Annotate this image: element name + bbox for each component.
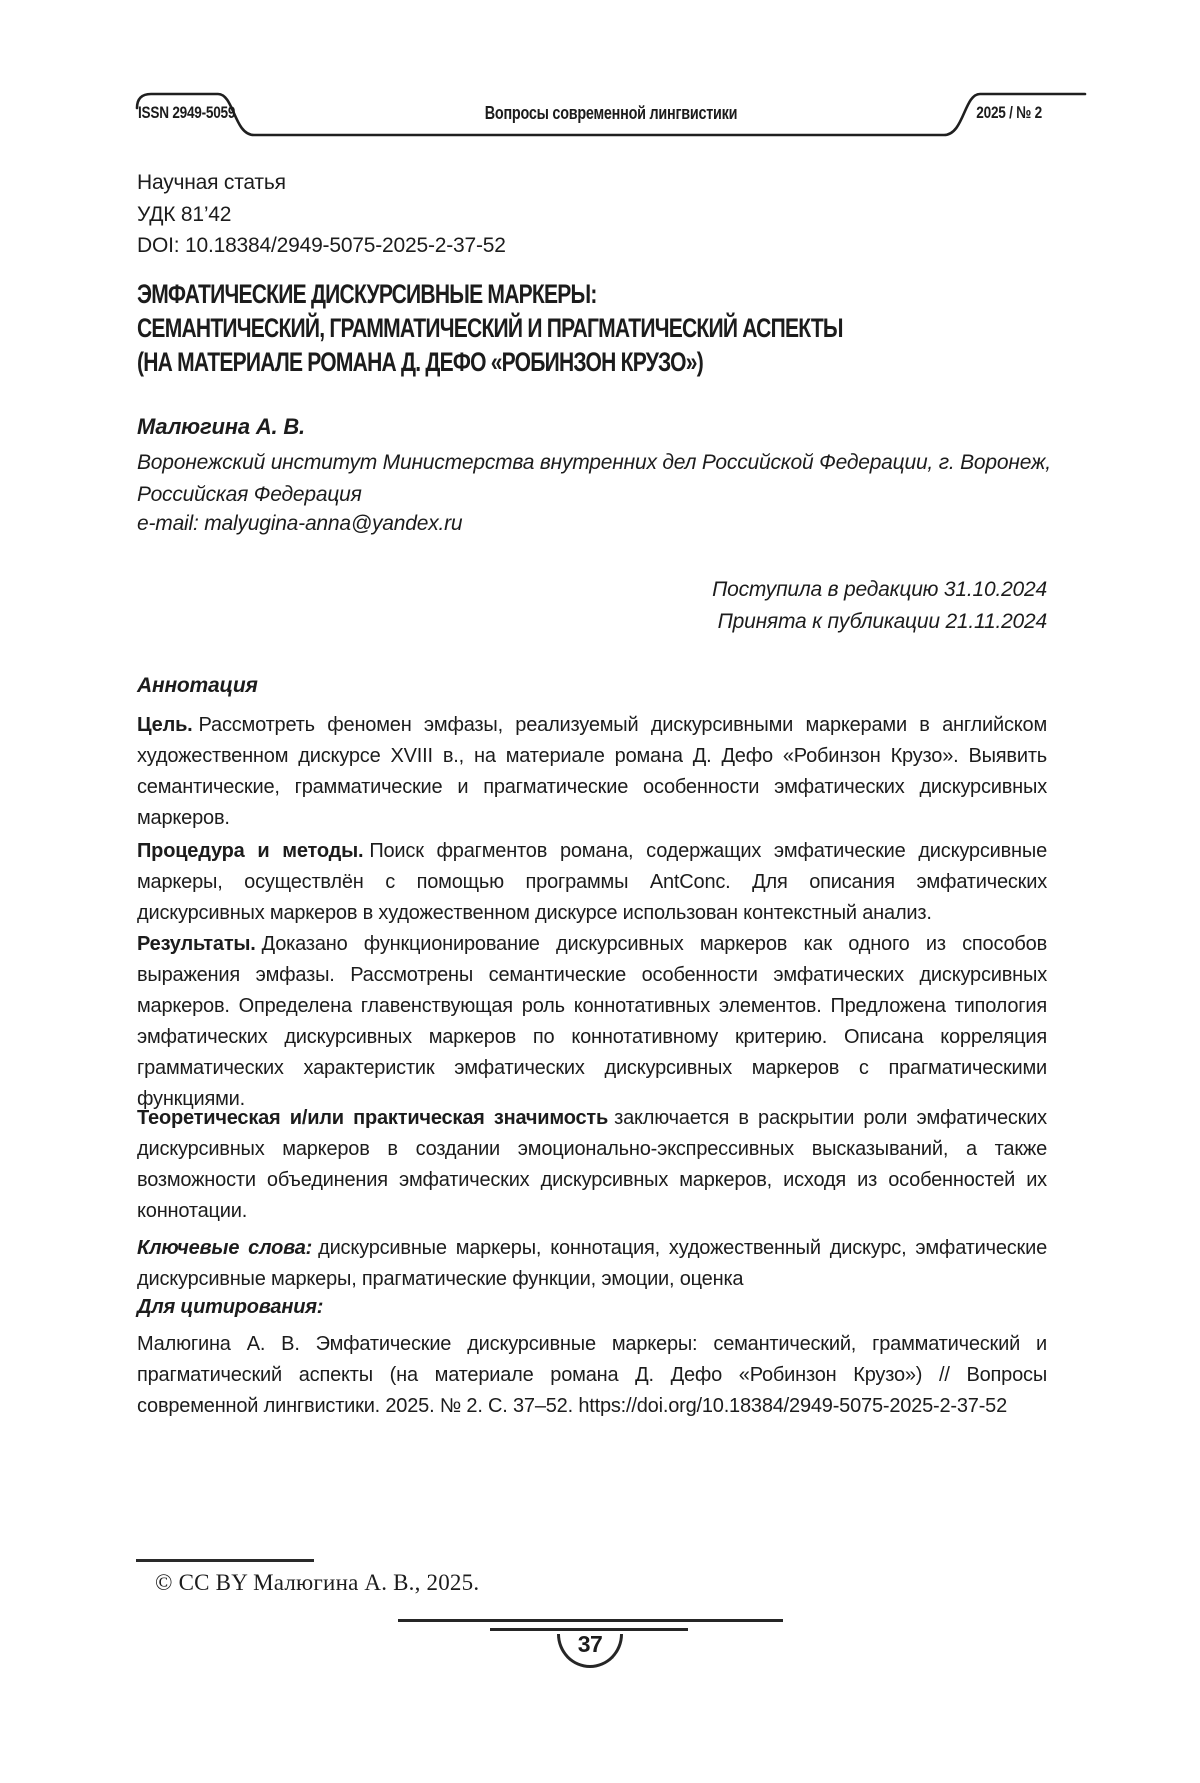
keywords-paragraph <box>137 1233 1047 1295</box>
date-accepted: Принята к публикации 21.11.2024 <box>717 610 1047 633</box>
article-type: Научная статья <box>137 171 286 194</box>
doi-line: DOI: 10.18384/2949-5075-2025-2-37-52 <box>137 234 506 257</box>
abstract-paragraph-results <box>137 929 1047 1115</box>
citation-heading: Для цитирования: <box>137 1296 324 1318</box>
abstract-heading: Аннотация <box>137 674 258 697</box>
paragraph-text: Рассмотреть феномен эмфазы, реализуемый дискурсивными маркерами в английском художественном дискурсе XVIII в., на материале романа Д. Дефо «Робинзон Крузо». Выявить семантические, грамматические и прагматические особенности эмфатических дискурсивных маркеров. <box>137 714 1047 829</box>
author-affiliation <box>137 447 1097 511</box>
paragraph-lead: Теоретическая и/или практическая значимость <box>137 1107 609 1129</box>
article-dates <box>137 574 1047 638</box>
udc-number: УДК 81’42 <box>137 202 232 226</box>
header-journal-title: Вопросы современной лингвистики <box>484 103 738 123</box>
abstract-paragraph-goal <box>137 710 1047 834</box>
date-received: Поступила в редакцию 31.10.2024 <box>712 578 1047 601</box>
paragraph-text: Поиск фрагментов романа, содержащих эмфатические дискурсивные маркеры, осуществлён с помощью программы AntConc. Для описания эмфатических дискурсивных маркеров в художественном дискурсе использован контекстный анализ. <box>137 840 1047 924</box>
copyright-line: © CC BY Малюгина А. В., 2025. <box>155 1570 480 1595</box>
author-name: Малюгина А. В. <box>137 414 305 439</box>
article-title-line: ЭМФАТИЧЕСКИЕ ДИСКУРСИВНЫЕ МАРКЕРЫ: <box>137 279 597 309</box>
citation-paragraph: Малюгина А. В. Эмфатические дискурсивные маркеры: семантический, грамматический и прагматический аспекты (на материале романа Д. Дефо «Робинзон Крузо») // Вопросы современной лингвистики. 2025. № 2. С. 37–52. https://doi.org/10.18384/2949-5075-2025-2-37-52 <box>137 1333 1047 1417</box>
header-issn: ISSN 2949-5059 <box>138 103 236 122</box>
keywords-text: дискурсивные маркеры, коннотация, художественный дискурс, эмфатические дискурсивные маркеры, прагматические функции, эмоции, оценка <box>137 1237 1047 1290</box>
abstract-paragraph-methods <box>137 836 1047 929</box>
affiliation-line: Российская Федерация <box>137 483 362 506</box>
article-title <box>137 277 966 379</box>
paragraph-lead: Цель. <box>137 714 193 736</box>
page-number: 37 <box>577 1631 603 1657</box>
header-issue: 2025 / № 2 <box>976 103 1042 122</box>
author-email: e-mail: malyugina-anna@yandex.ru <box>137 512 463 535</box>
keywords-lead: Ключевые слова: <box>137 1237 313 1259</box>
abstract-paragraph-significance <box>137 1103 1047 1227</box>
affiliation-line: Воронежский институт Министерства внутренних дел Российской Федерации, г. Воронеж, <box>137 451 1051 474</box>
article-title-line: СЕМАНТИЧЕСКИЙ, ГРАММАТИЧЕСКИЙ И ПРАГМАТИЧЕСКИЙ АСПЕКТЫ <box>137 313 843 343</box>
paragraph-text: заключается в раскрытии роли эмфатических дискурсивных маркеров в создании эмоционально-экспрессивных высказываний, а также возможности объединения эмфатических дискурсивных маркеров, исходя из особенностей их коннотации. <box>137 1107 1047 1222</box>
footnote-rule <box>136 1559 314 1562</box>
article-meta <box>137 167 1047 262</box>
paragraph-lead: Результаты. <box>137 933 256 955</box>
paragraph-lead: Процедура и методы. <box>137 840 364 862</box>
paragraph-text: Доказано функционирование дискурсивных маркеров как одного из способов выражения эмфазы. Рассмотрены семантические особенности эмфатических дискурсивных маркеров. Определена главенствующая роль коннотативных элементов. Предложена типология эмфатических дискурсивных маркеров по коннотативному критерию. Описана корреляция грамматических характеристик эмфатических дискурсивных маркеров с прагматическими функциями. <box>137 933 1047 1110</box>
article-title-line: (НА МАТЕРИАЛЕ РОМАНА Д. ДЕФО «РОБИНЗОН КРУЗО») <box>137 347 703 377</box>
footer-rule-long <box>398 1619 783 1622</box>
